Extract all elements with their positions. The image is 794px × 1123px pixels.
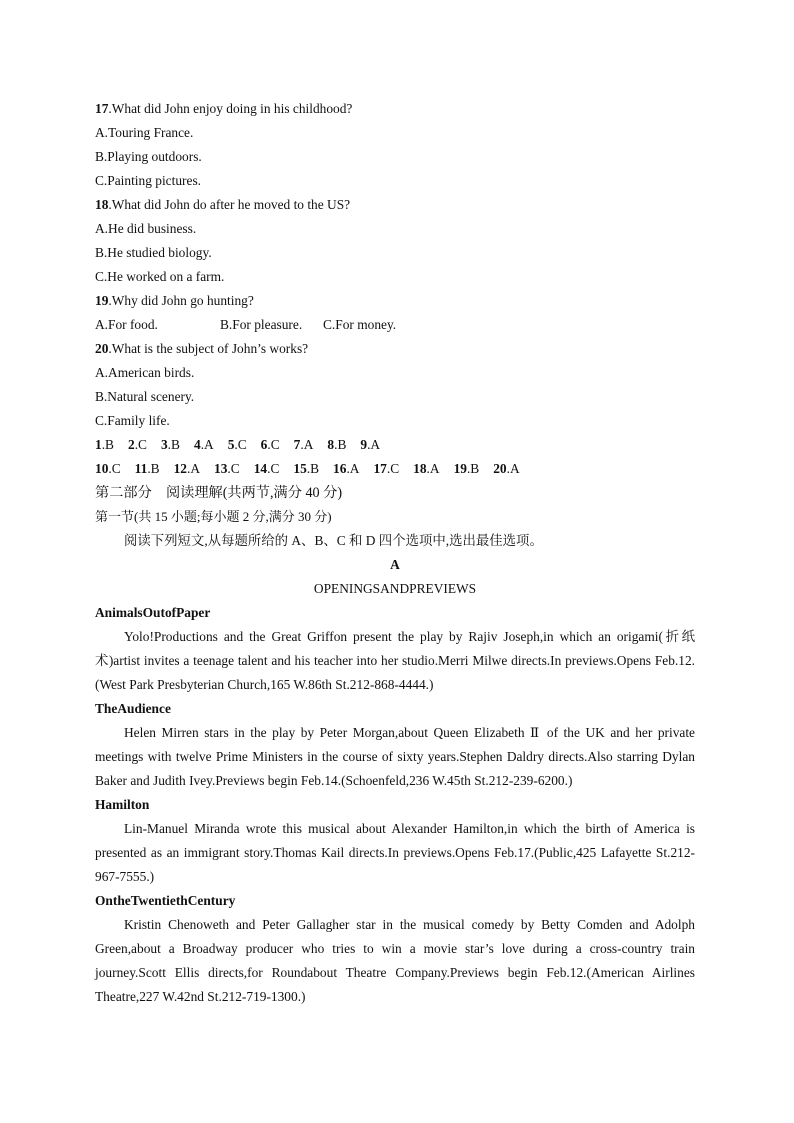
entry-title: OntheTwentiethCentury [95, 893, 236, 908]
answer-number: 8 [327, 437, 335, 452]
answer-key-item [174, 461, 200, 476]
option-row [95, 313, 695, 337]
answer-key-item [360, 437, 380, 452]
entry-title: AnimalsOutofPaper [95, 605, 211, 620]
question-19 [95, 289, 695, 313]
instruction-text: 阅读下列短文,从每题所给的 A、B、C 和 D 四个选项中,选出最佳选项。 [124, 533, 543, 548]
answer-number: 5 [227, 437, 235, 452]
answer-number: 12 [173, 461, 187, 476]
question-text: .What did John enjoy doing in his childhood? [108, 101, 353, 116]
answer-key-item [454, 461, 480, 476]
answer-key-item [95, 461, 121, 476]
answer-key-item [293, 461, 319, 476]
answer-letter: .B [466, 461, 480, 476]
question-number: 19 [95, 293, 109, 308]
option: B.Natural scenery. [95, 389, 195, 404]
answer-number: 19 [453, 461, 467, 476]
answer-letter: .A [346, 461, 360, 476]
answer-letter: .B [147, 461, 160, 476]
entry-body: Yolo!Productions and the Great Griffon present the play by Rajiv Joseph,in which an origami(折纸术)artist invites a teenage talent and his teacher into her studio.Merri Milwe directs.In previews.Opens Feb.12.(West Park Presbyterian Church,165 W.86th St.212-868-4444.) [95, 629, 695, 692]
option: B.Playing outdoors. [95, 149, 202, 164]
answer-key-item [194, 437, 214, 452]
answer-key-item [161, 437, 180, 452]
option: A.He did business. [95, 221, 197, 236]
option: C.He worked on a farm. [95, 269, 225, 284]
answer-key-item [228, 437, 247, 452]
answer-letter: .B [101, 437, 114, 452]
answer-letter: .C [386, 461, 400, 476]
answer-number: 7 [293, 437, 301, 452]
answer-letter: .C [267, 461, 280, 476]
answer-letter: .B [167, 437, 180, 452]
answer-key-row [95, 433, 695, 457]
answer-number: 3 [160, 437, 168, 452]
entry-hamilton [95, 793, 695, 889]
answer-key-item [95, 437, 114, 452]
entry-title: TheAudience [95, 701, 171, 716]
answer-number: 2 [127, 437, 135, 452]
subsection-title: 第一节(共 15 小题;每小题 2 分,满分 30 分) [95, 509, 332, 524]
answer-letter: .C [134, 437, 147, 452]
answer-number: 15 [293, 461, 307, 476]
answer-number: 13 [214, 461, 228, 476]
answer-letter: .C [108, 461, 121, 476]
answer-letter: .C [227, 461, 240, 476]
answer-key-row [95, 457, 695, 481]
answer-letter: .C [267, 437, 280, 452]
option: B.He studied biology. [95, 245, 212, 260]
answer-key-item [413, 461, 439, 476]
answer-number: 14 [253, 461, 268, 476]
answer-key-item [254, 461, 280, 476]
question-20 [95, 337, 695, 361]
option: A.Touring France. [95, 125, 194, 140]
entry-animals-out-of-paper [95, 601, 695, 697]
document-page [95, 97, 695, 1009]
answer-letter: .A [506, 461, 520, 476]
option: A.American birds. [95, 365, 195, 380]
option: B.For pleasure. [220, 317, 303, 332]
option: C.Painting pictures. [95, 173, 202, 188]
passage-title: OPENINGSANDPREVIEWS [313, 581, 477, 596]
answer-number: 4 [193, 437, 201, 452]
passage-letter: A [390, 557, 400, 572]
answer-number: 9 [360, 437, 368, 452]
answer-letter: .B [306, 461, 320, 476]
question-number: 17 [95, 101, 109, 116]
entry-body: Lin-Manuel Miranda wrote this musical about Alexander Hamilton,in which the birth of America is presented as an immigrant story.Thomas Kail directs.In previews.Opens Feb.17.(Public,425 Lafayette St.212-967-7555.) [95, 821, 695, 884]
answer-letter: .A [367, 437, 381, 452]
answer-key-item [333, 461, 359, 476]
question-text: .Why did John go hunting? [108, 293, 254, 308]
answer-letter: .B [334, 437, 347, 452]
entry-body: Helen Mirren stars in the play by Peter Morgan,about Queen Elizabeth Ⅱ of the UK and her private meetings with twelve Prime Ministers in the course of sixty years.Stephen Daldry directs.Also starring Dylan Baker and Judith Ivey.Previews begin Feb.14.(Schoenfeld,236 W.45th St.212-239-6200.) [95, 725, 695, 788]
question-17 [95, 97, 695, 121]
answer-number: 6 [260, 437, 268, 452]
answer-number: 16 [333, 461, 347, 476]
question-number: 20 [95, 341, 109, 356]
entry-the-audience [95, 697, 695, 793]
answer-key-item [214, 461, 240, 476]
entry-title: Hamilton [95, 797, 150, 812]
answer-key-item [135, 461, 160, 476]
answer-letter: .A [200, 437, 214, 452]
answer-number: 11 [134, 461, 148, 476]
question-text: .What did John do after he moved to the US? [108, 197, 351, 212]
question-text: .What is the subject of John’s works? [108, 341, 309, 356]
answer-key-item [261, 437, 280, 452]
question-18 [95, 193, 695, 217]
question-number: 18 [95, 197, 109, 212]
answer-letter: .A [426, 461, 440, 476]
answer-key-item [294, 437, 314, 452]
option: A.For food. [95, 317, 158, 332]
option: C.For money. [323, 317, 397, 332]
answer-number: 20 [493, 461, 507, 476]
option: C.Family life. [95, 413, 170, 428]
answer-number: 1 [95, 437, 102, 452]
answer-key-item [373, 461, 399, 476]
answer-key-item [327, 437, 346, 452]
answer-number: 17 [373, 461, 387, 476]
answer-key-item [493, 461, 519, 476]
entry-body: Kristin Chenoweth and Peter Gallagher star in the musical comedy by Betty Comden and Adolph Green,about a Broadway producer who tries to win a movie star’s love during a cross-country train journey.Scott Ellis directs,for Roundabout Theatre Company.Previews begin Feb.12.(American Airlines Theatre,227 W.42nd St.212-719-1300.) [95, 917, 695, 1004]
answer-letter: .A [187, 461, 201, 476]
answer-letter: .A [300, 437, 314, 452]
answer-number: 10 [95, 461, 109, 476]
answer-number: 18 [413, 461, 427, 476]
entry-on-the-twentieth-century [95, 889, 695, 1009]
section-title: 第二部分 阅读理解(共两节,满分 40 分) [95, 485, 343, 501]
answer-letter: .C [234, 437, 247, 452]
answer-key-item [128, 437, 147, 452]
